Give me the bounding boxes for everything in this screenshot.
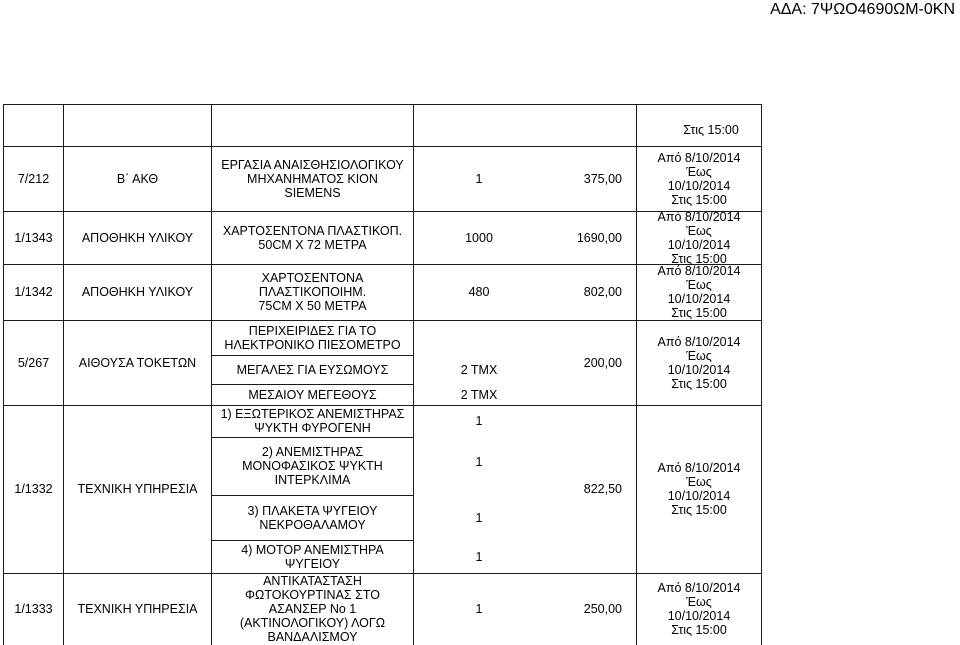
description-item bbox=[212, 405, 413, 437]
deadline-cell bbox=[637, 320, 761, 405]
deadline-from: Από 8/10/2014 bbox=[657, 461, 741, 475]
table-row bbox=[0, 211, 960, 264]
item-quantity: 1 bbox=[475, 549, 483, 564]
deadline-until-label: Έως bbox=[686, 348, 712, 363]
description-line: ΜΗΧΑΝΗΜΑΤΟΣ ΚΙΟΝ bbox=[247, 171, 378, 186]
description-line: 75CM X 50 ΜΕΤΡΑ bbox=[258, 299, 367, 313]
deadline-until: 10/10/2014 bbox=[667, 292, 731, 306]
deadline-cell bbox=[637, 264, 761, 320]
table-row bbox=[0, 320, 960, 405]
description-line: ΠΛΑΣΤΙΚΟΠΟΙΗΜ. bbox=[258, 285, 367, 299]
description-item bbox=[212, 355, 413, 384]
description-item bbox=[212, 540, 413, 573]
row-code: 1/1332 bbox=[14, 482, 53, 496]
deadline-until: 10/10/2014 bbox=[667, 609, 731, 623]
row-amount: 250,00 bbox=[583, 602, 622, 616]
row-location: ΤΕΧΝΙΚΗ ΥΠΗΡΕΣΙΑ bbox=[77, 482, 198, 496]
table-row bbox=[0, 264, 960, 320]
row-amount: 200,00 bbox=[583, 355, 622, 370]
row-location: ΤΕΧΝΙΚΗ ΥΠΗΡΕΣΙΑ bbox=[77, 602, 198, 616]
description-line: 50CM X 72 ΜΕΤΡΑ bbox=[258, 237, 367, 252]
row-amount: 375,00 bbox=[583, 171, 622, 186]
deadline-from: Από 8/10/2014 bbox=[657, 264, 741, 278]
row-location: ΑΙΘΟΥΣΑ ΤΟΚΕΤΩΝ bbox=[78, 355, 197, 370]
deadline-time: Στις 15:00 bbox=[671, 251, 727, 266]
description-line: ΝΕΚΡΟΘΑΛΑΜΟΥ bbox=[259, 517, 366, 532]
table-row bbox=[0, 146, 960, 211]
row-code: 1/1343 bbox=[14, 230, 53, 245]
item-quantity: 1000 bbox=[465, 230, 493, 245]
deadline-until-label: Έως bbox=[686, 223, 712, 238]
description-item bbox=[212, 437, 413, 495]
description-cell bbox=[212, 573, 413, 645]
deadline-cell bbox=[637, 211, 761, 264]
row-location: ΑΠΟΘΗΚΗ ΥΛΙΚΟΥ bbox=[81, 285, 194, 299]
deadline-time: Στις 15:00 bbox=[671, 623, 727, 637]
deadline-until-label: Έως bbox=[686, 164, 712, 179]
row-code: 1/1342 bbox=[14, 285, 53, 299]
row-amount: 1690,00 bbox=[576, 230, 622, 245]
description-line: ΗΛΕΚΤΡΟΝΙΚΟ ΠΙΕΣΟΜΕΤΡΟ bbox=[224, 337, 401, 352]
description-line: ΒΑΝΔΑΛΙΣΜΟΥ bbox=[267, 630, 358, 644]
item-quantity: 1 bbox=[475, 414, 483, 428]
deadline-time: Στις 15:00 bbox=[671, 376, 727, 391]
table-row-continuation bbox=[0, 104, 960, 146]
description-line: ΧΑΡΤΟΣΕΝΤΟΝΑ ΠΛΑΣΤΙΚΟΠ. bbox=[222, 223, 403, 238]
row-code: 1/1333 bbox=[14, 602, 53, 616]
deadline-time: Στις 15:00 bbox=[671, 306, 727, 320]
table-row bbox=[0, 405, 960, 573]
deadline-from: Από 8/10/2014 bbox=[657, 581, 741, 595]
description-line: ΑΣΑΝΣΕΡ Νο 1 bbox=[268, 602, 357, 616]
description-line: SIEMENS bbox=[284, 185, 341, 200]
row-location: ΑΠΟΘΗΚΗ ΥΛΙΚΟΥ bbox=[81, 230, 194, 245]
description-cell bbox=[212, 146, 413, 211]
deadline-until: 10/10/2014 bbox=[667, 489, 731, 503]
deadline-until: 10/10/2014 bbox=[667, 237, 731, 252]
deadline-until: 10/10/2014 bbox=[667, 362, 731, 377]
deadline-from: Από 8/10/2014 bbox=[657, 150, 741, 165]
description-line: ΕΡΓΑΣΙΑ ΑΝΑΙΣΘΗΣΙΟΛΟΓΙΚΟΥ bbox=[221, 157, 404, 172]
item-quantity: 1 bbox=[475, 171, 483, 186]
row-amount: 822,50 bbox=[583, 482, 622, 496]
deadline-until-label: Έως bbox=[686, 595, 712, 609]
description-line: 3) ΠΛΑΚΕΤΑ ΨΥΓΕΙΟΥ bbox=[247, 503, 378, 518]
description-line: ΦΩΤΟΚΟΥΡΤΙΝΑΣ ΣΤΟ bbox=[245, 588, 380, 602]
description-line: ΜΕΓΑΛΕΣ ΓΙΑ ΕΥΣΩΜΟΥΣ bbox=[236, 362, 389, 377]
deadline-cell bbox=[637, 573, 761, 645]
item-quantity: 2 ΤΜΧ bbox=[460, 387, 498, 402]
deadline-until: 10/10/2014 bbox=[667, 178, 731, 193]
deadline-time: Στις 15:00 bbox=[683, 123, 739, 137]
description-line: 2) ΑΝΕΜΙΣΤΗΡΑΣ bbox=[261, 445, 364, 459]
deadline-from: Από 8/10/2014 bbox=[657, 209, 741, 224]
description-line: 1) ΕΞΩΤΕΡΙΚΟΣ ΑΝΕΜΙΣΤΗΡΑΣ bbox=[220, 407, 405, 421]
description-line: 4) ΜΟΤΟΡ ΑΝΕΜΙΣΤΗΡΑ bbox=[241, 542, 384, 557]
deadline-until-label: Έως bbox=[686, 475, 712, 489]
description-line: ΠΕΡΙΧΕΙΡΙΔΕΣ ΓΙΑ ΤΟ bbox=[248, 323, 377, 338]
deadline-cell bbox=[637, 405, 761, 573]
description-cell bbox=[212, 264, 413, 320]
description-item bbox=[212, 320, 413, 355]
description-line: (ΑΚΤΙΝΟΛΟΓΙΚΟΥ) ΛΟΓΩ bbox=[239, 616, 386, 630]
description-cell bbox=[212, 211, 413, 264]
item-quantity: 480 bbox=[468, 285, 490, 299]
deadline-cell bbox=[637, 146, 761, 211]
description-line: ΜΟΝΟΦΑΣΙΚΟΣ ΨΥΚΤΗ bbox=[242, 459, 383, 473]
item-quantity: 2 ΤΜΧ bbox=[460, 362, 498, 377]
row-code: 5/267 bbox=[17, 355, 50, 370]
item-quantity: 1 bbox=[475, 602, 483, 616]
description-item bbox=[212, 384, 413, 405]
description-line: ΙΝΤΕΡΚΛΙΜΑ bbox=[274, 473, 351, 487]
item-quantity: 1 bbox=[475, 455, 483, 469]
description-line: ΑΝΤΙΚΑΤΑΣΤΑΣΗ bbox=[263, 574, 362, 588]
document-ada-code: ΑΔΑ: 7ΨΩΟ4690ΩΜ-0ΚΝ bbox=[770, 1, 955, 18]
row-amount: 802,00 bbox=[583, 285, 622, 299]
description-line: ΜΕΣΑΙΟΥ ΜΕΓΕΘΟΥΣ bbox=[248, 387, 377, 402]
deadline-from: Από 8/10/2014 bbox=[657, 334, 741, 349]
deadline-time: Στις 15:00 bbox=[671, 503, 727, 517]
description-line: ΧΑΡΤΟΣΕΝΤΟΝΑ bbox=[261, 271, 364, 285]
deadline-time: Στις 15:00 bbox=[671, 192, 727, 207]
deadline-until-label: Έως bbox=[686, 278, 712, 292]
row-location: Β΄ ΑΚΘ bbox=[116, 171, 159, 186]
description-line: ΨΥΓΕΙΟΥ bbox=[284, 556, 341, 571]
row-code: 7/212 bbox=[17, 171, 50, 186]
description-line: ΨΥΚΤΗ ΦΥΡΟΓΕΝΗ bbox=[254, 421, 371, 435]
item-quantity: 1 bbox=[475, 510, 483, 525]
description-item bbox=[212, 495, 413, 540]
table-row bbox=[0, 573, 960, 645]
